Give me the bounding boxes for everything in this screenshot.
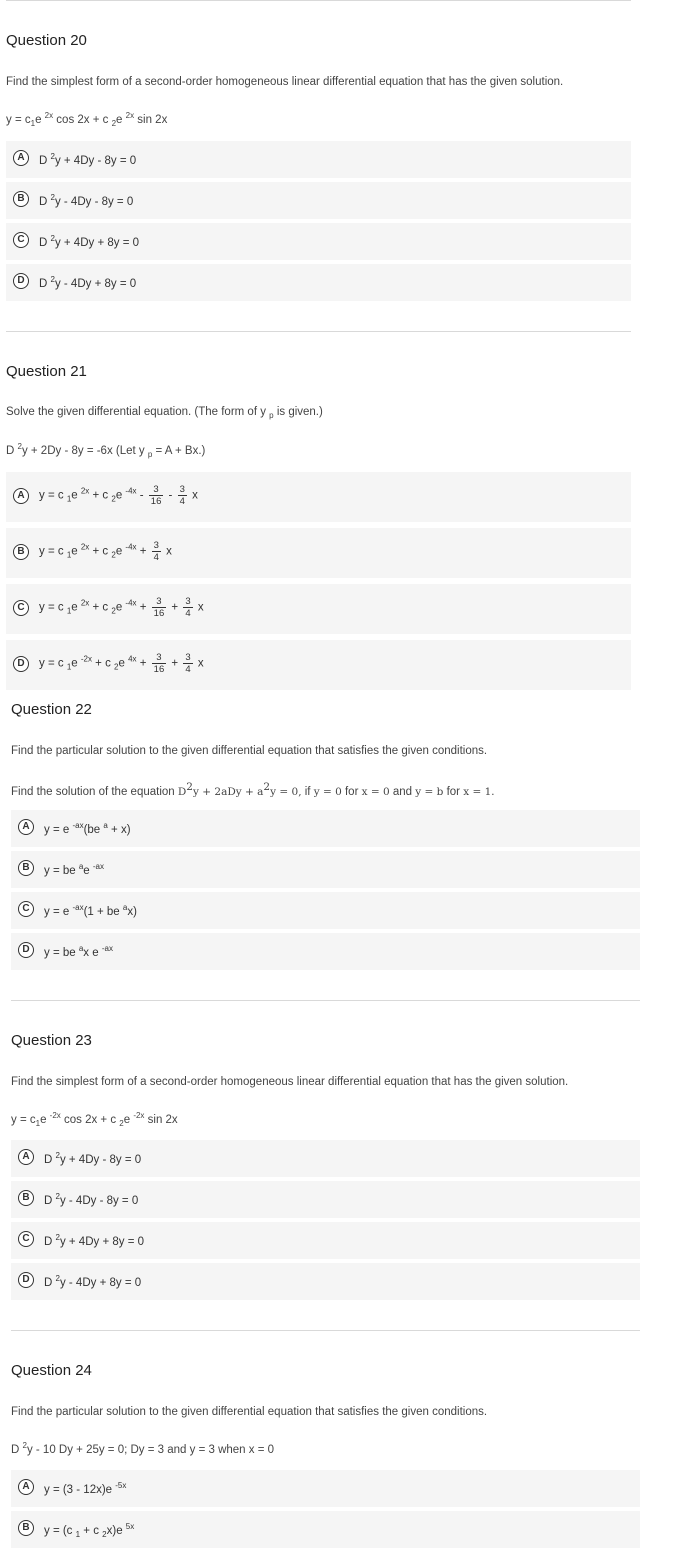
option-letter-badge: A	[18, 819, 34, 835]
option-text: y = c $_1$e $^{-2x}$ + c $_2$e $^{4x}$ + $\frac{3}{16}$ + $\frac{3}{4}$ x	[39, 652, 204, 675]
option-letter-badge: B	[13, 544, 29, 560]
option-text: y = e $^{-ax}$(be $^a$ + x)	[44, 821, 131, 836]
given-equation: D $^2$y - 10 Dy + 25y = 0; Dy = 3 and y = 3 when x = 0	[11, 1441, 275, 1456]
option-letter-badge: A	[13, 150, 29, 166]
answer-option-d[interactable]	[6, 640, 631, 690]
answer-option-d[interactable]	[11, 933, 640, 970]
option-text: D $^2$y - 4Dy - 8y = 0	[44, 1192, 139, 1207]
fraction: $\frac{3}{4}$	[185, 652, 191, 675]
question-prompt: Find the simplest form of a second-order homogeneous linear differential equation that has the given solution.	[11, 1076, 569, 1088]
option-letter-badge: C	[18, 901, 34, 917]
given-solution: $y = c_1e$ $^{2x}$ cos 2x + c $_2$e $^{2x}$ sin 2x	[6, 111, 168, 128]
option-letter-badge: B	[13, 191, 29, 207]
answer-option-a[interactable]	[6, 472, 631, 522]
option-text: y = c $_1$e $^{2x}$ + c $_2$e $^{-4x}$ - $\frac{3}{16}$ - $\frac{3}{4}$ x	[39, 484, 198, 507]
option-letter-badge: B	[18, 860, 34, 876]
option-letter-badge: C	[13, 600, 29, 616]
divider	[11, 1330, 640, 1331]
answer-option-a[interactable]	[6, 141, 631, 178]
question-prompt: Find the simplest form of a second-order homogeneous linear differential equation that has the given solution.	[6, 76, 564, 88]
fraction: $\frac{3}{4}$	[179, 484, 185, 507]
option-text: y = be $^a$x e $^{-ax}$	[44, 944, 113, 959]
option-text: y = c $_1$e $^{2x}$ + c $_2$e $^{-4x}$ + $\frac{3}{4}$ x	[39, 540, 172, 563]
option-letter-badge: A	[13, 488, 29, 504]
question-title: Question 20	[6, 32, 87, 49]
divider	[11, 1000, 640, 1001]
answer-option-c[interactable]	[6, 584, 631, 634]
option-letter-badge: A	[18, 1479, 34, 1495]
answer-option-c[interactable]	[11, 892, 640, 929]
answer-option-b[interactable]	[6, 182, 631, 219]
option-text: D $^2$y + 4Dy + 8y = 0	[44, 1233, 145, 1248]
fraction: $\frac{3}{16}$	[150, 484, 162, 507]
option-text: D $^2$y + 4Dy - 8y = 0	[39, 152, 137, 167]
option-letter-badge: D	[18, 942, 34, 958]
option-letter-badge: A	[18, 1149, 34, 1165]
answer-option-c[interactable]	[6, 223, 631, 260]
option-letter-badge: B	[18, 1520, 34, 1536]
given-equation: Find the solution of the equation $D^2y + 2aDy + a^2y = 0$, if y = 0 for x = 0 and y = b for x = 1.	[11, 781, 495, 798]
answer-option-a[interactable]	[11, 1470, 640, 1507]
fraction: $\frac{3}{4}$	[153, 540, 159, 563]
divider	[6, 0, 631, 1]
answer-option-d[interactable]	[6, 264, 631, 301]
fraction: $\frac{3}{16}$	[153, 596, 165, 619]
answer-option-a[interactable]	[11, 1140, 640, 1177]
option-text: y = e $^{-ax}$(1 + be $^a$x)	[44, 903, 137, 918]
option-letter-badge: C	[13, 232, 29, 248]
answer-option-b[interactable]	[11, 851, 640, 888]
option-text: D $^2$y - 4Dy + 8y = 0	[44, 1274, 142, 1289]
answer-option-a[interactable]	[11, 810, 640, 847]
question-title: Question 22	[11, 701, 92, 718]
option-text: D $^2$y + 4Dy - 8y = 0	[44, 1151, 142, 1166]
option-text: D $^2$y - 4Dy + 8y = 0	[39, 275, 137, 290]
question-prompt: Find the particular solution to the given differential equation that satisfies the given conditions.	[11, 1406, 488, 1418]
given-equation: D $^2$y + 2Dy - 8y = -6x (Let y $_p$ = A + Bx.)	[6, 442, 206, 459]
option-text: y = (3 - 12x)e $^{-5x}$	[44, 1481, 127, 1496]
option-letter-badge: D	[13, 656, 29, 672]
option-text: D $^2$y - 4Dy - 8y = 0	[39, 193, 134, 208]
answer-option-b[interactable]	[6, 528, 631, 578]
option-letter-badge: B	[18, 1190, 34, 1206]
question-title: Question 21	[6, 363, 87, 380]
answer-option-c[interactable]	[11, 1222, 640, 1259]
option-letter-badge: C	[18, 1231, 34, 1247]
question-prompt: Solve the given differential equation. (The form of y $_p$ is given.)	[6, 406, 323, 420]
option-letter-badge: D	[18, 1272, 34, 1288]
option-text: D $^2$y + 4Dy + 8y = 0	[39, 234, 140, 249]
fraction: $\frac{3}{16}$	[153, 652, 165, 675]
answer-option-b[interactable]	[11, 1181, 640, 1218]
option-text: y = c $_1$e $^{2x}$ + c $_2$e $^{-4x}$ + $\frac{3}{16}$ + $\frac{3}{4}$ x	[39, 596, 204, 619]
option-text: y = be $^a$e $^{-ax}$	[44, 862, 105, 877]
answer-option-d[interactable]	[11, 1263, 640, 1300]
option-text: y = (c $_1$ + c $_2$x)e $^{5x}$	[44, 1522, 135, 1539]
question-title: Question 23	[11, 1032, 92, 1049]
question-title: Question 24	[11, 1362, 92, 1379]
given-solution: $y = c_1e$ $^{-2x}$ cos 2x + c $_2$e $^{-2x}$ sin 2x	[11, 1111, 178, 1128]
divider	[6, 331, 631, 332]
fraction: $\frac{3}{4}$	[185, 596, 191, 619]
option-letter-badge: D	[13, 273, 29, 289]
question-prompt: Find the particular solution to the given differential equation that satisfies the given conditions.	[11, 745, 488, 757]
answer-option-b[interactable]	[11, 1511, 640, 1548]
